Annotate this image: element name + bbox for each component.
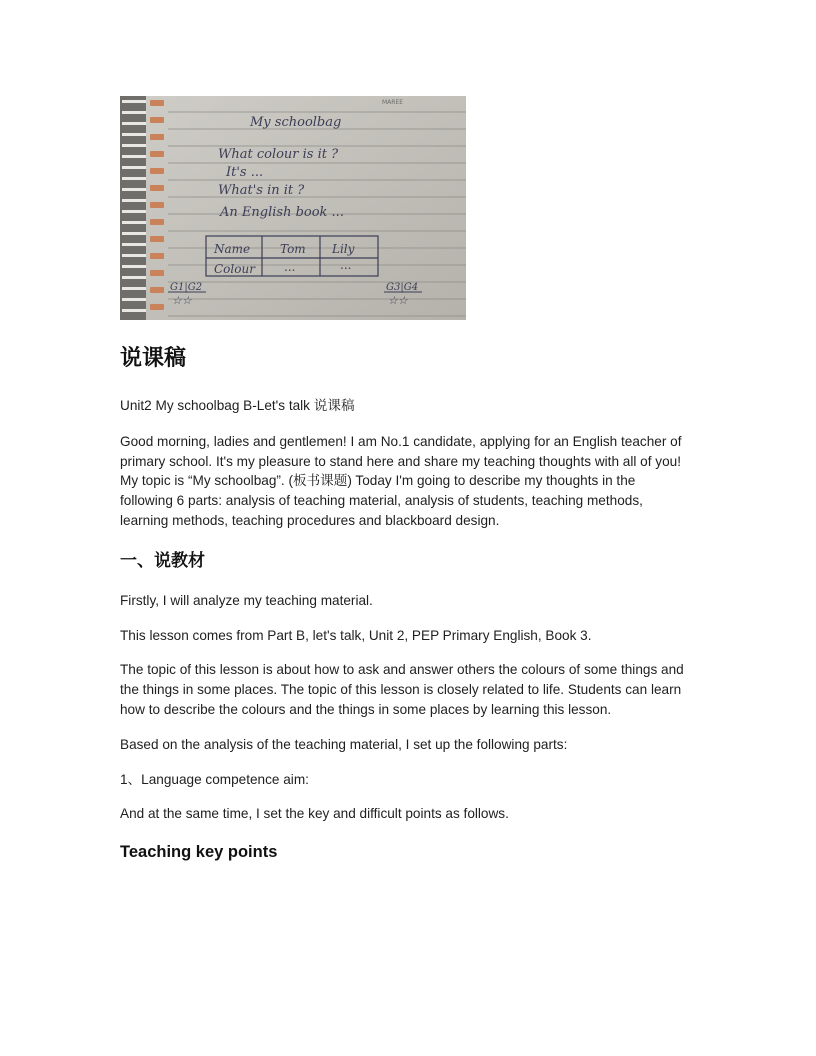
- table-lily-value: ...: [340, 258, 352, 272]
- section1-paragraph-4: Based on the analysis of the teaching material, I set up the following parts:: [120, 736, 568, 752]
- groups-right-stars: ☆☆: [388, 294, 408, 307]
- section1-paragraph-3: The topic of this lesson is about how to ask and answer others the colours of some things and the things in some places. The topic of this lesson is closely related to life. Students can learn how to describe the colours and the things in some places by learning this lesson.: [120, 662, 684, 717]
- blackboard-photo: [120, 96, 466, 320]
- groups-left-stars: ☆☆: [172, 294, 192, 307]
- table-tom-value: ...: [284, 260, 296, 274]
- photo-line-2: What colour is it ?: [218, 147, 339, 162]
- section1-paragraph-2: This lesson comes from Part B, let's talk, Unit 2, PEP Primary English, Book 3.: [120, 627, 592, 643]
- groups-right-label: G3|G4: [386, 282, 419, 293]
- table-colour-label: Colour: [214, 262, 255, 276]
- photo-line-5: An English book ...: [220, 205, 344, 220]
- section1-paragraph-5: 1、Language competence aim:: [120, 771, 309, 787]
- document-subtitle: Unit2 My schoolbag B-Let's talk 说课稿: [120, 398, 355, 413]
- table-lily-label: Lily: [332, 242, 355, 256]
- photo-line-3: It's ...: [226, 165, 264, 180]
- photo-line-4: What's in it ?: [218, 183, 305, 198]
- intro-paragraph: Good morning, ladies and gentlemen! I am No.1 candidate, applying for an English teacher of primary school. It's my pleasure to stand here and share my teaching thoughts with all of you! My topic is “My schoolbag”. (板书课题) Today I'm going to describe my thoughts in the following 6 parts: analysis of teaching material, analysis of students, teaching methods, learning methods, teaching procedures and blackboard design.: [120, 433, 682, 528]
- groups-left-label: G1|G2: [170, 282, 203, 293]
- section1-paragraph-6: And at the same time, I set the key and difficult points as follows.: [120, 806, 509, 822]
- notebook-photo-illustration: [120, 96, 466, 320]
- document-page: [120, 96, 686, 863]
- notebook-brand: MAREE: [382, 99, 404, 106]
- table-tom-label: Tom: [280, 242, 306, 256]
- section1-paragraph-1: Firstly, I will analyze my teaching material.: [120, 592, 373, 608]
- photo-line-1: My schoolbag: [250, 115, 342, 130]
- document-title: 说课稿: [120, 346, 187, 371]
- spiral-binding: [120, 96, 146, 320]
- teaching-key-points-heading: Teaching key points: [120, 843, 278, 862]
- section-heading-teaching-material: 一、说教材: [120, 550, 205, 571]
- table-name-label: Name: [214, 242, 251, 256]
